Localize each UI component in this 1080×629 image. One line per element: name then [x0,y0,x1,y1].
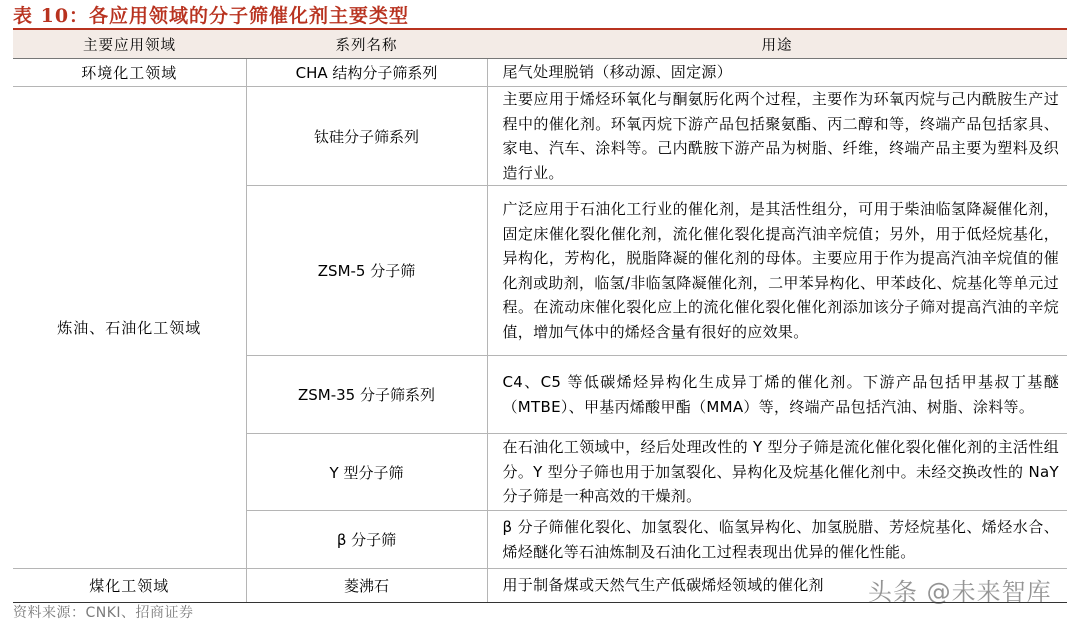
use-cell: β 分子筛催化裂化、加氢裂化、临氢异构化、加氢脱腊、芳烃烷基化、烯烃水合、烯烃醚化等石油炼制及石油化工过程表现出优异的催化性能。 [487,511,1067,569]
use-cell: 尾气处理脱销（移动源、固定源） [487,59,1067,87]
domain-cell: 炼油、石油化工领域 [13,87,246,569]
domain-cell: 煤化工领域 [13,569,246,603]
header-series: 系列名称 [246,30,487,59]
use-cell: 用于制备煤或天然气生产低碳烯烃领域的催化剂 [487,569,1067,603]
series-cell: CHA 结构分子筛系列 [246,59,487,87]
series-cell: β 分子筛 [246,511,487,569]
table-row [13,87,1067,186]
series-cell: 菱沸石 [246,569,487,603]
table-row [13,59,1067,87]
series-cell: ZSM-35 分子筛系列 [246,356,487,434]
series-cell: ZSM-5 分子筛 [246,186,487,356]
header-domain: 主要应用领域 [13,30,246,59]
table-title: 表 10：各应用领域的分子筛催化剂主要类型 [13,5,410,27]
use-cell: 在石油化工领域中，经后处理改性的 Y 型分子筛是流化催化裂化催化剂的主活性组分。Y 型分子筛也用于加氢裂化、异构化及烷基化催化剂中。未经交换改性的 NaY 分子筛是一种高效的干燥剂。 [487,434,1067,511]
series-cell: 钛硅分子筛系列 [246,87,487,186]
catalyst-table [13,30,1067,603]
use-cell: 广泛应用于石油化工行业的催化剂，是其活性组分，可用于柴油临氢降凝催化剂，固定床催化裂化催化剂，流化催化裂化提高汽油辛烷值；另外，用于低烃烷基化，异构化，芳构化，脱脂降凝的催化剂的母体。主要应用于作为提高汽油辛烷值的催化剂或助剂，临氢/非临氢降凝催化剂，二甲苯异构化、甲苯歧化、烷基化等单元过程。在流动床催化裂化应上的流化催化裂化催化剂添加该分子筛对提高汽油的辛烷值，增加气体中的烯烃含量有很好的应效果。 [487,186,1067,356]
source-note: 资料来源：CNKI、招商证券 [13,605,194,621]
use-cell: C4、C5 等低碳烯烃异构化生成异丁烯的催化剂。下游产品包括甲基叔丁基醚（MTBE）、甲基丙烯酸甲酯（MMA）等，终端产品包括汽油、树脂、涂料等。 [487,356,1067,434]
series-cell: Y 型分子筛 [246,434,487,511]
use-cell: 主要应用于烯烃环氧化与酮氨肟化两个过程，主要作为环氧丙烷与己内酰胺生产过程中的催化剂。环氧丙烷下游产品包括聚氨酯、丙二醇和等，终端产品包括家具、家电、汽车、涂料等。己内酰胺下游产品为树脂、纤维，终端产品主要为塑料及织造行业。 [487,87,1067,186]
table-header-row [13,30,1067,59]
header-use: 用途 [487,30,1067,59]
domain-cell: 环境化工领域 [13,59,246,87]
watermark: 头条 @未来智库 [868,578,1052,606]
